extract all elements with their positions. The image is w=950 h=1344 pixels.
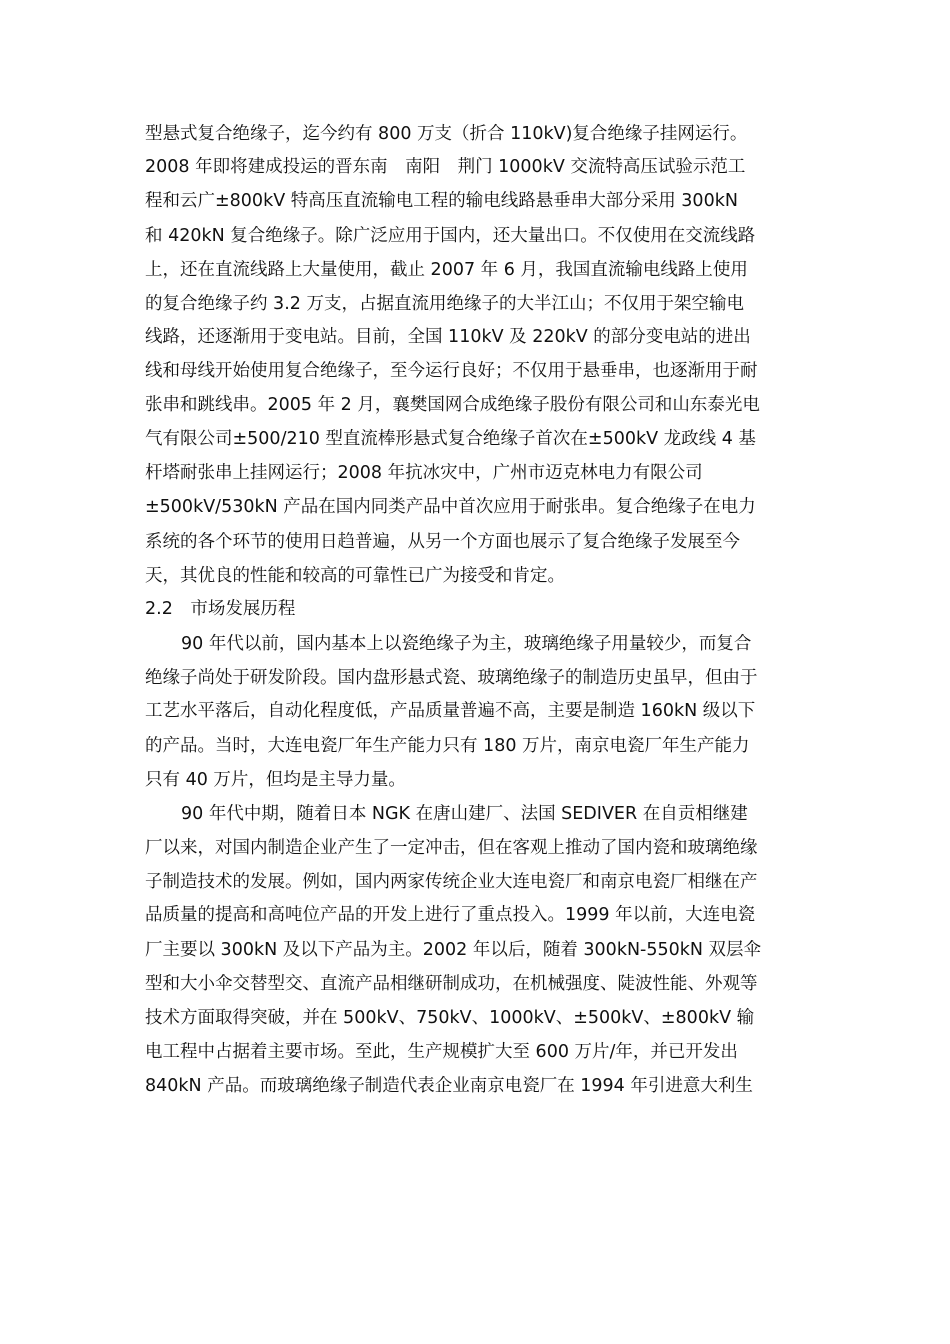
- paragraph-1-line-9: 张串和跳线串。2005 年 2 月，襄樊国网合成绝缘子股份有限公司和山东泰光电: [145, 395, 760, 415]
- paragraph-3-line-7: 技术方面取得突破，并在 500kV、750kV、1000kV、±500kV、±800kV 输: [145, 1008, 755, 1028]
- paragraph-1-line-8: 线和母线开始使用复合绝缘子，至今运行良好；不仅用于悬垂串，也逐渐用于耐: [145, 361, 758, 381]
- paragraph-1-line-12: ±500kV/530kN 产品在国内同类产品中首次应用于耐张串。复合绝缘子在电力: [145, 497, 756, 517]
- paragraph-2-line-3: 工艺水平落后，自动化程度低，产品质量普遍不高，主要是制造 160kN 级以下: [145, 701, 756, 721]
- paragraph-1-line-5: 上，还在直流线路上大量使用，截止 2007 年 6 月，我国直流输电线路上使用: [145, 260, 748, 280]
- paragraph-1-line-4: 和 420kN 复合绝缘子。除广泛应用于国内，还大量出口。不仅使用在交流线路: [145, 226, 756, 246]
- paragraph-3-line-8: 电工程中占据着主要市场。至此，生产规模扩大至 600 万片/年，并已开发出: [145, 1042, 738, 1062]
- paragraph-2-line-1: 90 年代以前，国内基本上以瓷绝缘子为主，玻璃绝缘子用量较少，而复合: [181, 634, 752, 654]
- paragraph-3-line-1: 90 年代中期，随着日本 NGK 在唐山建厂、法国 SEDIVER 在自贡相继建: [181, 804, 748, 824]
- paragraph-3-line-6: 型和大小伞交替型交、直流产品相继研制成功，在机械强度、陡波性能、外观等: [145, 974, 758, 994]
- paragraph-3-line-4: 品质量的提高和高吨位产品的开发上进行了重点投入。1999 年以前，大连电瓷: [145, 905, 756, 925]
- paragraph-1-line-3: 程和云广±800kV 特高压直流输电工程的输电线路悬垂串大部分采用 300kN: [145, 191, 738, 211]
- paragraph-1-line-14: 天，其优良的性能和较高的可靠性已广为接受和肯定。: [145, 566, 565, 586]
- paragraph-3-line-5: 厂主要以 300kN 及以下产品为主。2002 年以后，随着 300kN-550kN 双层伞: [145, 940, 762, 960]
- paragraph-1-line-1: 型悬式复合绝缘子，迄今约有 800 万支（折合 110kV)复合绝缘子挂网运行。: [145, 124, 748, 144]
- paragraph-1-line-7: 线路，还逐渐用于变电站。目前，全国 110kV 及 220kV 的部分变电站的进出: [145, 327, 751, 347]
- paragraph-1-line-2: 2008 年即将建成投运的晋东南 南阳 荆门 1000kV 交流特高压试验示范工: [145, 157, 746, 177]
- paragraph-1-line-13: 系统的各个环节的使用日趋普遍，从另一个方面也展示了复合绝缘子发展至今: [145, 532, 740, 552]
- paragraph-1-line-11: 杆塔耐张串上挂网运行；2008 年抗冰灾中，广州市迈克林电力有限公司: [145, 463, 703, 483]
- paragraph-3-line-3: 子制造技术的发展。例如，国内两家传统企业大连电瓷厂和南京电瓷厂相继在产: [145, 872, 758, 892]
- paragraph-1-line-6: 的复合绝缘子约 3.2 万支，占据直流用绝缘子的大半江山；不仅用于架空输电: [145, 294, 744, 314]
- paragraph-1-line-10: 气有限公司±500/210 型直流棒形悬式复合绝缘子首次在±500kV 龙政线 4 基: [145, 429, 756, 449]
- paragraph-2-line-2: 绝缘子尚处于研发阶段。国内盘形悬式瓷、玻璃绝缘子的制造历史虽早，但由于: [145, 668, 758, 688]
- paragraph-3-line-9: 840kN 产品。而玻璃绝缘子制造代表企业南京电瓷厂在 1994 年引进意大利生: [145, 1076, 753, 1096]
- section-heading: 2.2 市场发展历程: [145, 599, 296, 619]
- paragraph-3-line-2: 厂以来，对国内制造企业产生了一定冲击，但在客观上推动了国内瓷和玻璃绝缘: [145, 838, 758, 858]
- paragraph-2-line-4: 的产品。当时，大连电瓷厂年生产能力只有 180 万片，南京电瓷厂年生产能力: [145, 736, 750, 756]
- paragraph-2-line-5: 只有 40 万片，但均是主导力量。: [145, 770, 406, 790]
